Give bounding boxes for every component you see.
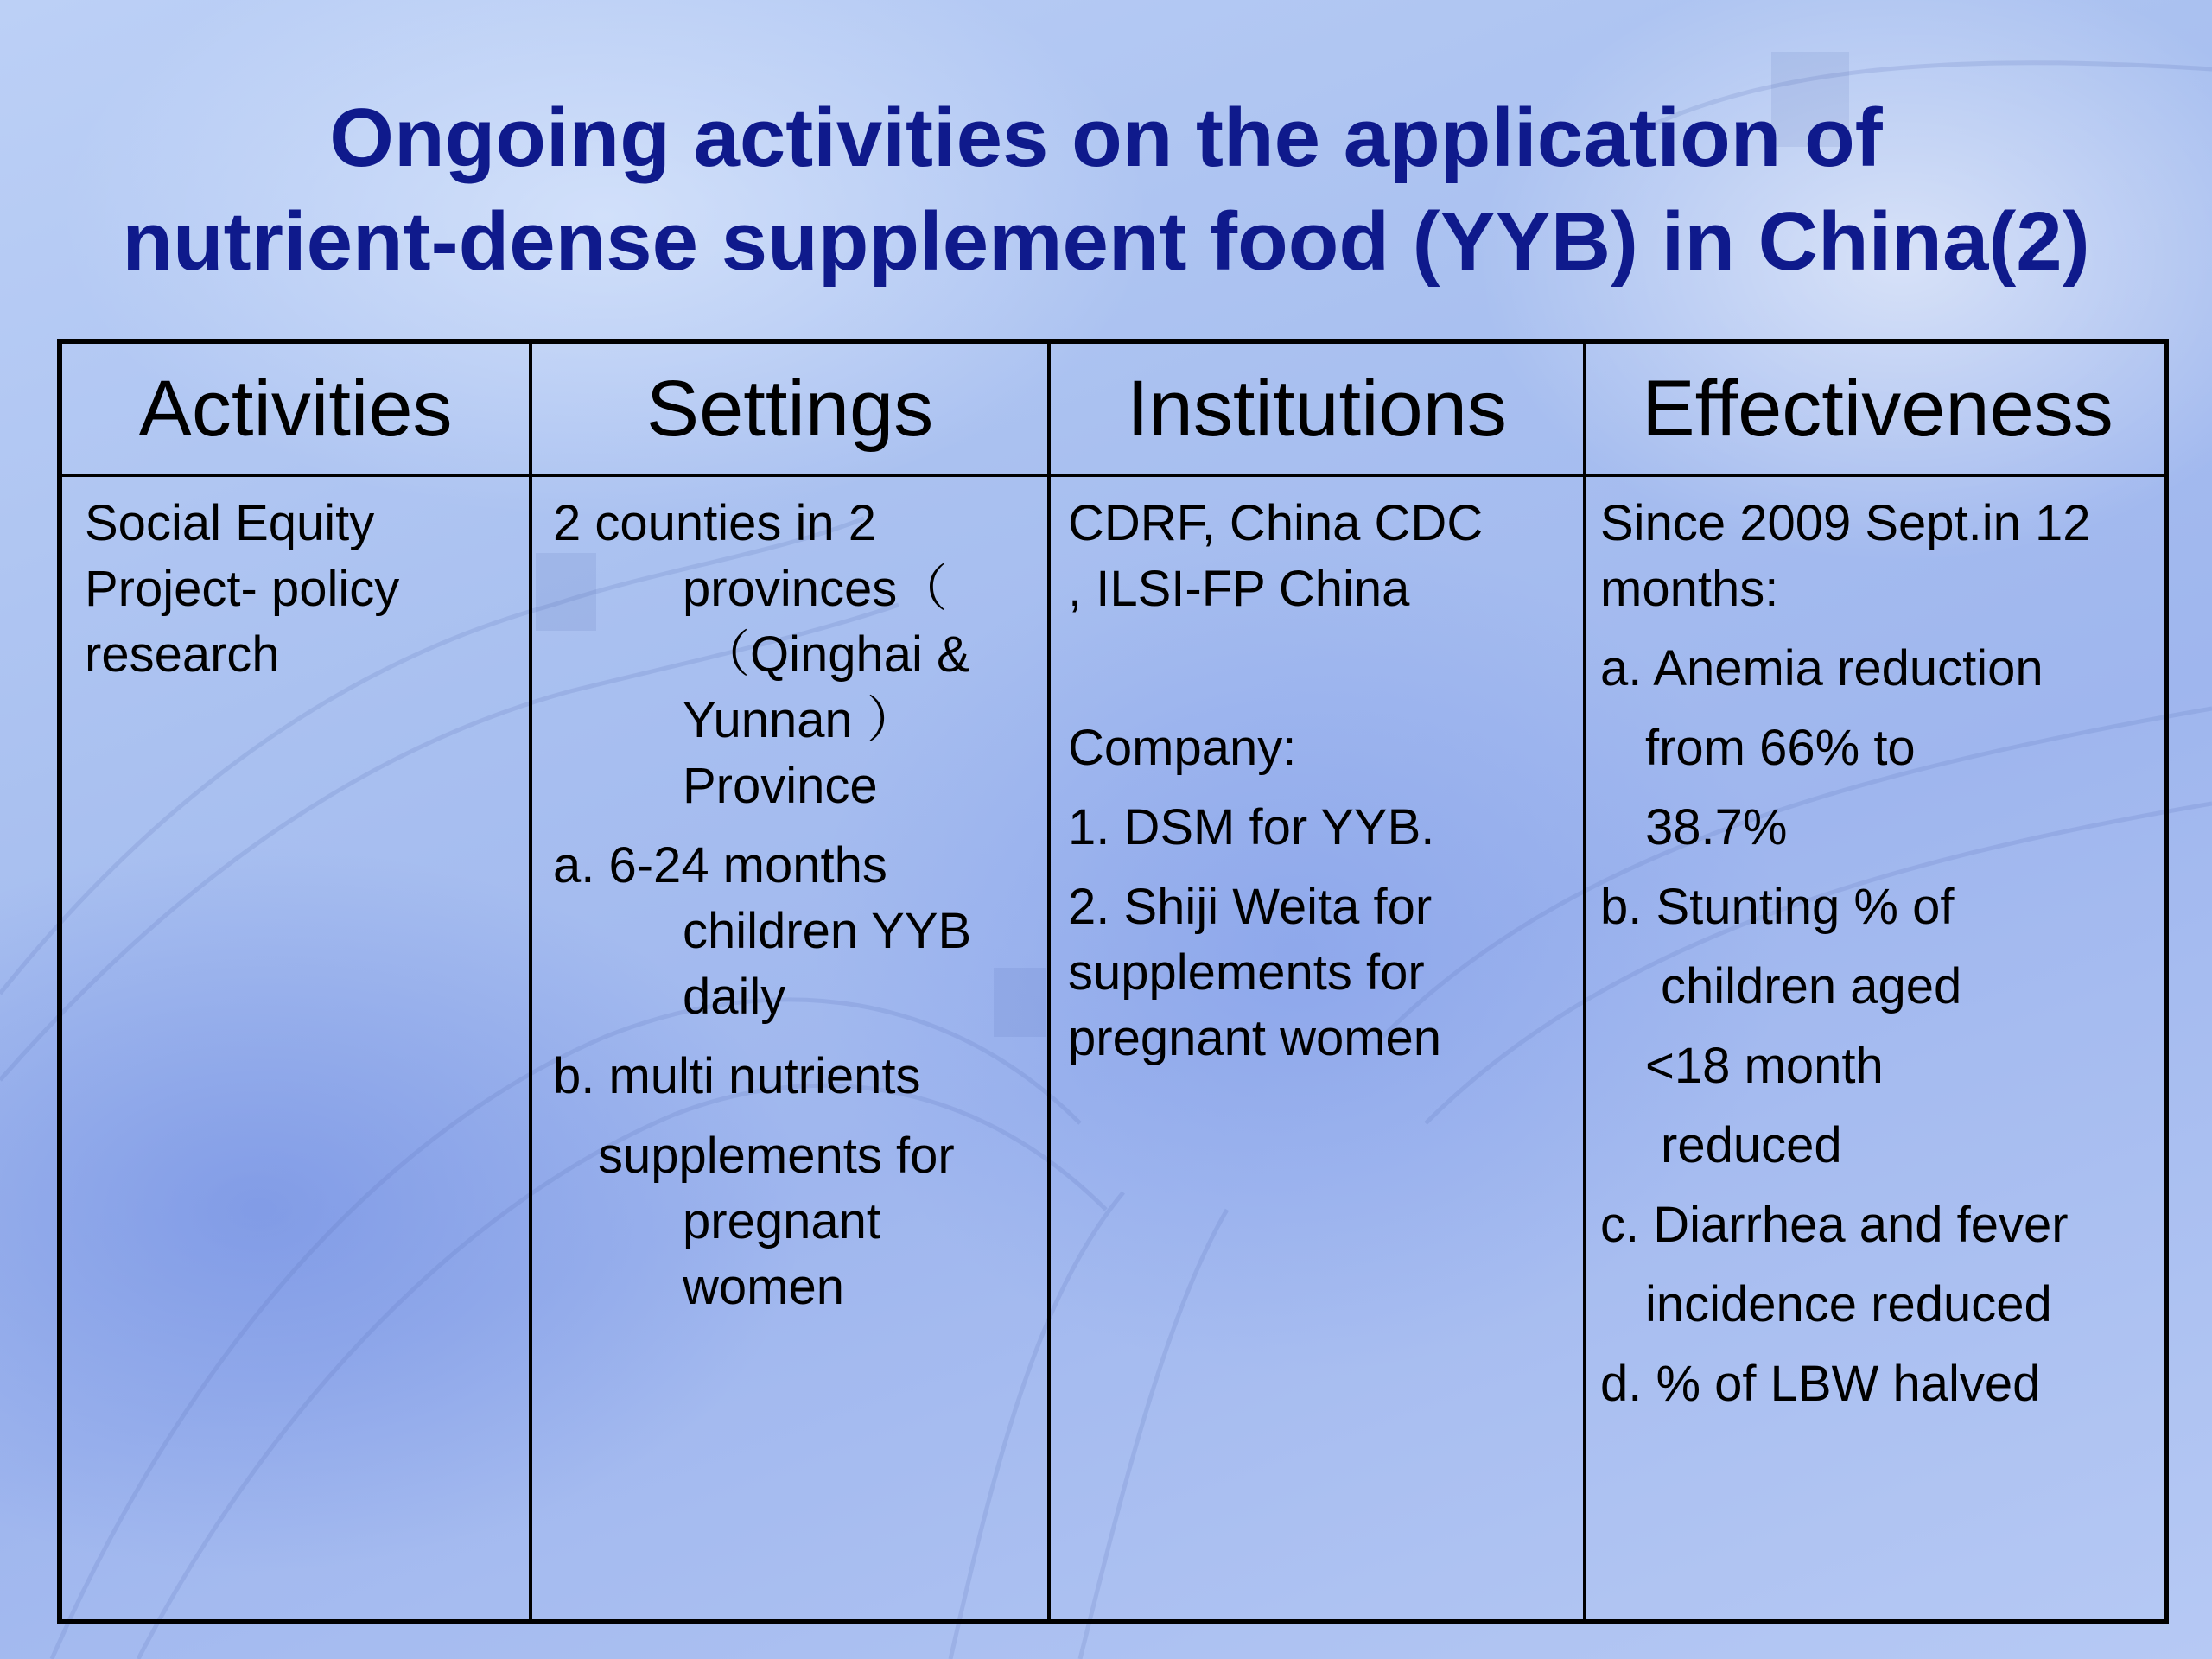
cell-line: 2. Shiji Weita for xyxy=(1068,879,1433,935)
cell-line: Social Equity xyxy=(85,495,375,551)
cell-line: Project- policy xyxy=(85,561,400,617)
cell-line: supplements for xyxy=(1068,944,1425,1001)
cell-line: <18 month xyxy=(1645,1038,1884,1094)
header-institutions: Institutions xyxy=(1127,364,1507,453)
activities-cell xyxy=(85,491,399,688)
cell-line: from 66% to xyxy=(1645,720,1916,776)
cell-line: research xyxy=(85,626,280,683)
cell-line: a. 6-24 months xyxy=(553,837,887,893)
cell-line: Since 2009 Sept.in 12 xyxy=(1600,495,2091,551)
cell-line: incidence reduced xyxy=(1645,1276,2052,1332)
cell-line: a. Anemia reduction xyxy=(1600,640,2044,696)
cell-line: Company: xyxy=(1068,720,1297,776)
cell-line: CDRF, China CDC xyxy=(1068,495,1484,551)
column-divider xyxy=(1583,344,1586,1619)
cell-line: , ILSI-FP China xyxy=(1068,561,1410,617)
cell-line: （Qinghai & xyxy=(700,626,970,683)
cell-line: provinces（ xyxy=(683,561,948,617)
cell-line: children YYB xyxy=(683,903,972,959)
cell-line: pregnant women xyxy=(1068,1010,1442,1066)
header-effectiveness: Effectiveness xyxy=(1642,364,2113,453)
title-line-1: Ongoing activities on the application of xyxy=(329,92,1883,184)
cell-line: reduced xyxy=(1661,1117,1842,1173)
title-line-2: nutrient-dense supplement food (YYB) in China(2) xyxy=(122,195,2090,288)
cell-line: 2 counties in 2 xyxy=(553,495,877,551)
header-settings: Settings xyxy=(645,364,934,453)
cell-line: women xyxy=(683,1259,844,1315)
cell-line: Province xyxy=(683,758,878,814)
table-header-row xyxy=(62,344,2164,477)
cell-line: Yunnan ） xyxy=(683,692,917,748)
cell-line: c. Diarrhea and fever xyxy=(1600,1197,2069,1253)
cell-line: months: xyxy=(1600,561,1779,617)
header-activities: Activities xyxy=(138,364,453,453)
cell-line: d. % of LBW halved xyxy=(1600,1356,2041,1412)
cell-line: pregnant xyxy=(683,1193,880,1249)
cell-line: b. multi nutrients xyxy=(553,1048,921,1104)
settings-cell xyxy=(553,491,971,1320)
activities-table xyxy=(57,339,2169,1624)
slide-title xyxy=(0,86,2212,294)
cell-line: 1. DSM for YYB. xyxy=(1068,799,1435,855)
cell-line: daily xyxy=(683,969,786,1025)
cell-line: 38.7% xyxy=(1645,799,1788,855)
effectiveness-cell xyxy=(1600,491,2091,1417)
cell-line: supplements for xyxy=(598,1128,955,1184)
institutions-cell xyxy=(1068,491,1483,1071)
cell-line: b. Stunting % of xyxy=(1600,879,1955,935)
cell-line: children aged xyxy=(1661,958,1962,1014)
column-divider xyxy=(1047,344,1051,1619)
column-divider xyxy=(529,344,532,1619)
